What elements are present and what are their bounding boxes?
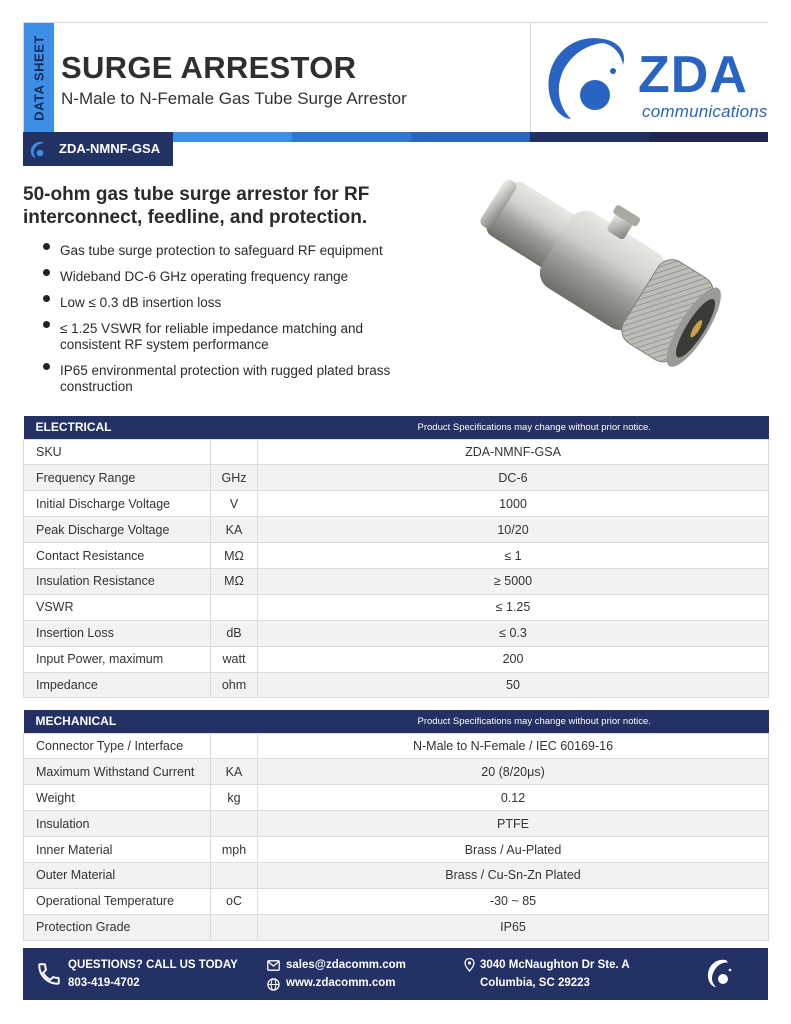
- spec-value: Brass / Cu-Sn-Zn Plated: [258, 862, 769, 888]
- spec-label: Weight: [24, 785, 211, 811]
- globe-icon: [267, 978, 280, 991]
- spec-unit: KA: [211, 759, 258, 785]
- table-row: [24, 733, 769, 759]
- table-row: [24, 837, 769, 863]
- table-row: [24, 785, 769, 811]
- location-pin-icon: [464, 958, 475, 972]
- spec-label: Inner Material: [24, 837, 211, 863]
- mechanical-heading: MECHANICAL: [24, 710, 258, 733]
- data-sheet-label: DATA SHEET: [31, 35, 47, 121]
- spec-unit: oC: [211, 888, 258, 914]
- table-row: [24, 491, 769, 517]
- spec-value: ≤ 1: [258, 543, 769, 569]
- spec-unit: V: [211, 491, 258, 517]
- spec-unit: watt: [211, 646, 258, 672]
- spec-notice: Product Specifications may change without prior notice.: [258, 416, 769, 439]
- call-us-label: QUESTIONS? CALL US TODAY: [68, 959, 238, 971]
- spec-value: DC-6: [258, 465, 769, 491]
- spec-unit: kg: [211, 785, 258, 811]
- spec-unit: [211, 439, 258, 465]
- spec-unit: dB: [211, 620, 258, 646]
- spec-label: SKU: [24, 439, 211, 465]
- spec-value: 1000: [258, 491, 769, 517]
- spec-value: 20 (8/20μs): [258, 759, 769, 785]
- email-icon: [267, 960, 280, 971]
- spec-value: ZDA-NMNF-GSA: [258, 439, 769, 465]
- spec-unit: MΩ: [211, 543, 258, 569]
- spec-unit: [211, 914, 258, 940]
- sku-tag: [23, 132, 173, 166]
- electrical-spec-table: [23, 416, 769, 698]
- electrical-heading: ELECTRICAL: [24, 416, 258, 439]
- table-row: [24, 620, 769, 646]
- feature-bullet: IP65 environmental protection with rugged plated brass construction: [44, 363, 404, 395]
- feature-bullet: Wideband DC-6 GHz operating frequency range: [44, 269, 404, 285]
- spec-label: Operational Temperature: [24, 888, 211, 914]
- spec-value: PTFE: [258, 811, 769, 837]
- spec-value: 50: [258, 672, 769, 698]
- spec-label: Maximum Withstand Current: [24, 759, 211, 785]
- spec-label: Initial Discharge Voltage: [24, 491, 211, 517]
- table-header-row: [24, 416, 769, 439]
- color-stripe: [530, 132, 649, 142]
- header-box: [23, 22, 768, 134]
- table-row: [24, 594, 769, 620]
- zda-swoosh-icon: [705, 958, 739, 990]
- spec-unit: mph: [211, 837, 258, 863]
- table-row: [24, 862, 769, 888]
- mechanical-spec-table: [23, 710, 769, 941]
- table-row: [24, 888, 769, 914]
- spec-label: Peak Discharge Voltage: [24, 517, 211, 543]
- data-sheet-band: [24, 23, 54, 133]
- spec-unit: [211, 811, 258, 837]
- feature-bullet: ≤ 1.25 VSWR for reliable impedance matching and consistent RF system performance: [44, 321, 404, 353]
- table-row: [24, 568, 769, 594]
- table-row: [24, 517, 769, 543]
- spec-label: Insertion Loss: [24, 620, 211, 646]
- logo-wordmark: ZDA: [638, 46, 748, 104]
- spec-label: Connector Type / Interface: [24, 733, 211, 759]
- zda-swoosh-icon: [29, 141, 51, 159]
- table-row: [24, 672, 769, 698]
- spec-value: 10/20: [258, 517, 769, 543]
- spec-label: Insulation: [24, 811, 211, 837]
- product-photo-connector: [445, 155, 735, 405]
- color-stripe: [292, 132, 411, 142]
- table-row: [24, 914, 769, 940]
- spec-label: Outer Material: [24, 862, 211, 888]
- table-row: [24, 439, 769, 465]
- spec-label: Frequency Range: [24, 465, 211, 491]
- page-header: [23, 22, 768, 166]
- spec-unit: MΩ: [211, 568, 258, 594]
- table-row: [24, 465, 769, 491]
- email-link[interactable]: sales@zdacomm.com: [286, 959, 406, 971]
- spec-unit: [211, 594, 258, 620]
- spec-unit: KA: [211, 517, 258, 543]
- spec-value: ≤ 1.25: [258, 594, 769, 620]
- spec-label: VSWR: [24, 594, 211, 620]
- table-header-row: [24, 710, 769, 733]
- color-stripe: [173, 132, 292, 142]
- website-link[interactable]: www.zdacomm.com: [286, 977, 396, 989]
- spec-unit: ohm: [211, 672, 258, 698]
- logo-subtext: communications: [642, 102, 768, 121]
- spec-value: 0.12: [258, 785, 769, 811]
- company-logo: [530, 23, 769, 134]
- spec-label: Protection Grade: [24, 914, 211, 940]
- page-title: SURGE ARRESTOR: [61, 50, 357, 85]
- spec-label: Insulation Resistance: [24, 568, 211, 594]
- spec-value: 200: [258, 646, 769, 672]
- phone-number[interactable]: 803-419-4702: [68, 977, 140, 989]
- spec-notice: Product Specifications may change without prior notice.: [258, 710, 769, 733]
- feature-bullet: Low ≤ 0.3 dB insertion loss: [44, 295, 404, 311]
- address-line-2: Columbia, SC 29223: [480, 977, 590, 989]
- spec-label: Input Power, maximum: [24, 646, 211, 672]
- spec-value: ≤ 0.3: [258, 620, 769, 646]
- color-stripe: [649, 132, 768, 142]
- spec-unit: [211, 862, 258, 888]
- page-subtitle: N-Male to N-Female Gas Tube Surge Arrestor: [61, 89, 407, 108]
- table-row: [24, 811, 769, 837]
- table-row: [24, 543, 769, 569]
- spec-value: ≥ 5000: [258, 568, 769, 594]
- spec-unit: [211, 733, 258, 759]
- spec-value: IP65: [258, 914, 769, 940]
- color-stripes: [173, 132, 768, 142]
- intro-headline: 50-ohm gas tube surge arrestor for RF interconnect, feedline, and protection.: [23, 184, 370, 228]
- table-row: [24, 646, 769, 672]
- spec-value: -30 ~ 85: [258, 888, 769, 914]
- spec-value: Brass / Au-Plated: [258, 837, 769, 863]
- page-footer: [23, 948, 768, 1000]
- spec-value: N-Male to N-Female / IEC 60169-16: [258, 733, 769, 759]
- address-line-1: 3040 McNaughton Dr Ste. A: [480, 959, 630, 971]
- table-row: [24, 759, 769, 785]
- phone-icon: [36, 961, 62, 987]
- spec-label: Contact Resistance: [24, 543, 211, 569]
- color-stripe: [411, 132, 530, 142]
- zda-swoosh-icon: [541, 31, 641, 126]
- feature-list: [44, 243, 404, 405]
- spec-label: Impedance: [24, 672, 211, 698]
- spec-unit: GHz: [211, 465, 258, 491]
- sku-tag-label: ZDA-NMNF-GSA: [59, 141, 161, 156]
- feature-bullet: Gas tube surge protection to safeguard RF equipment: [44, 243, 404, 259]
